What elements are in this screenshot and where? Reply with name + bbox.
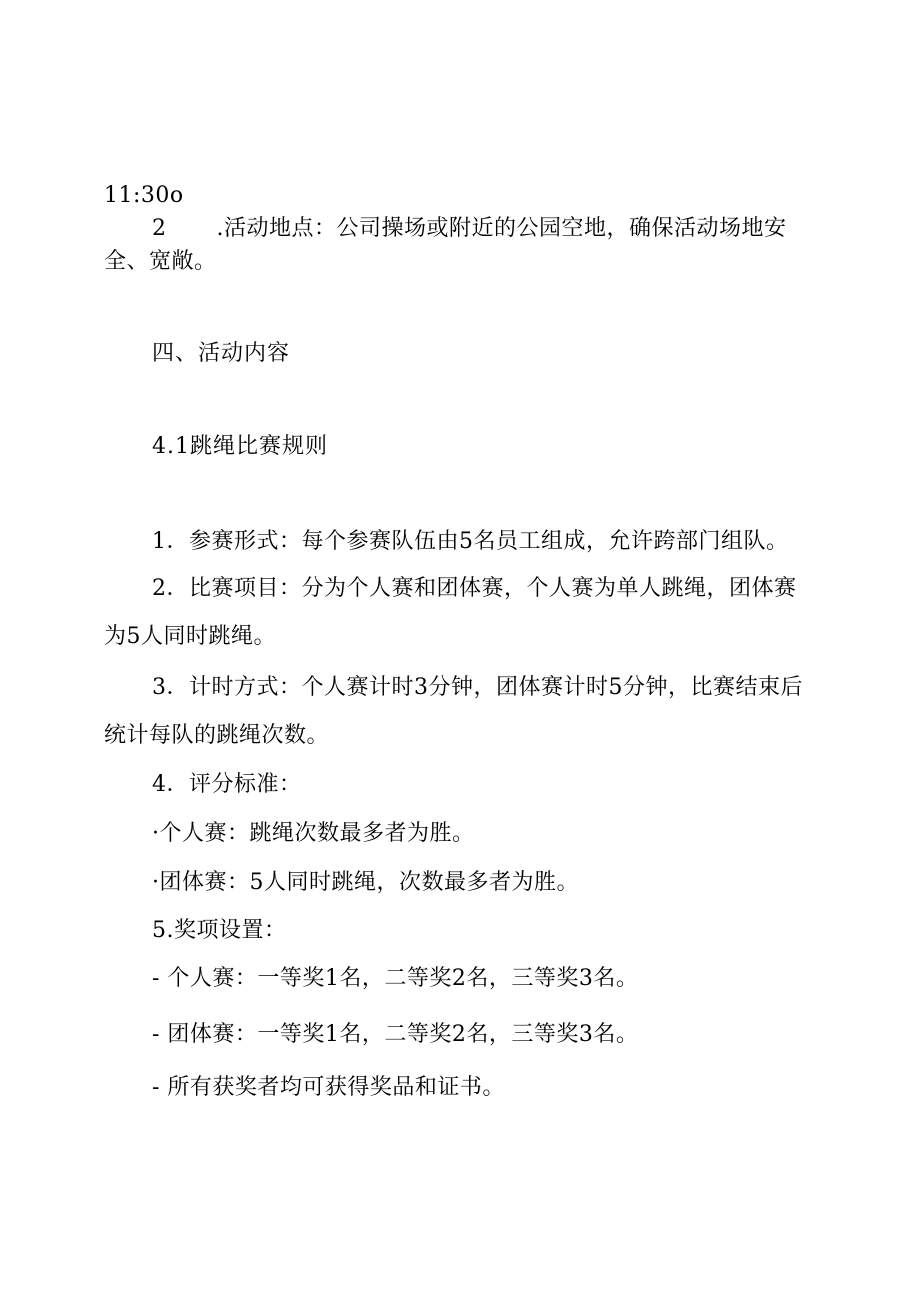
rule-1: 1．参赛形式：每个参赛队伍由5名员工组成，允许跨部门组队。	[152, 529, 789, 554]
rule-5: 5.奖项设置：	[152, 918, 287, 943]
bullet-team: ·团体赛：5人同时跳绳，次数最多者为胜。	[152, 870, 579, 895]
location-line-continued: 全、宽敞。	[104, 249, 217, 274]
rule-2-continued: 为5人同时跳绳。	[104, 624, 276, 649]
award-individual: - 个人赛：一等奖1名，二等奖2名，三等奖3名。	[152, 966, 639, 991]
rule-3-continued: 统计每队的跳绳次数。	[104, 723, 330, 748]
rule-2: 2．比赛项目：分为个人赛和团体赛，个人赛为单人跳绳，团体赛	[152, 576, 797, 601]
location-text: .活动地点：公司操场或附近的公园空地，确保活动场地安	[216, 216, 787, 241]
rule-3: 3．计时方式：个人赛计时3分钟，团体赛计时5分钟，比赛结束后	[152, 675, 803, 700]
award-all-winners: - 所有获奖者均可获得奖品和证书。	[152, 1075, 505, 1100]
location-number: 2	[152, 216, 167, 241]
subsection-heading: 4.1跳绳比赛规则	[152, 434, 328, 459]
location-line	[152, 214, 787, 244]
rule-4: 4．评分标准：	[152, 772, 302, 797]
bullet-individual: ·个人赛：跳绳次数最多者为胜。	[152, 821, 475, 846]
award-team: - 团体赛：一等奖1名，二等奖2名，三等奖3名。	[152, 1022, 639, 1047]
section-heading: 四、活动内容	[152, 341, 291, 366]
time-end-line: 11:30o	[104, 183, 184, 208]
